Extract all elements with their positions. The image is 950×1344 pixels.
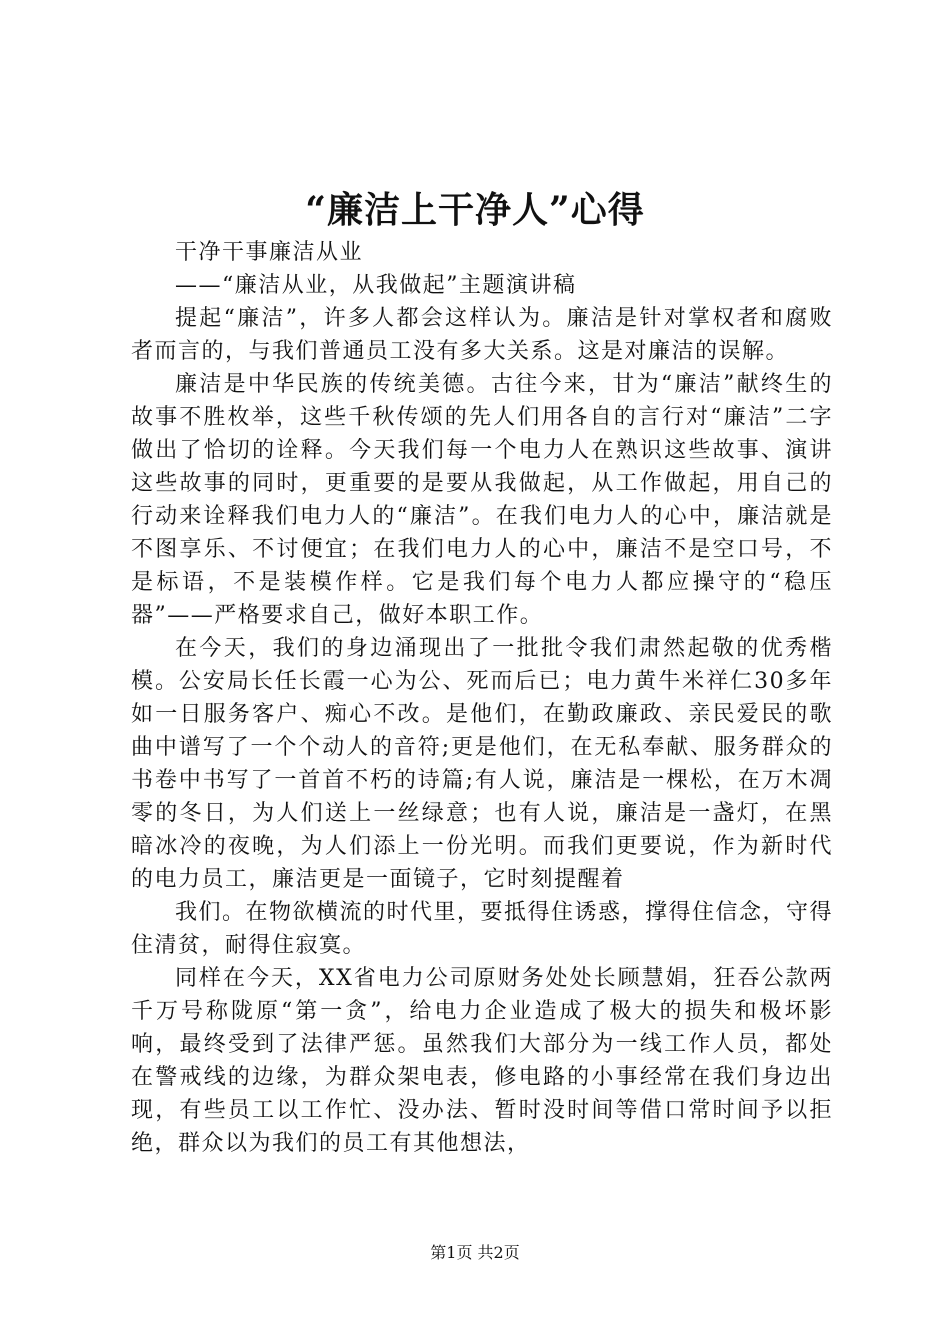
document-body <box>131 236 833 1160</box>
paragraph: 同样在今天，XX省电力公司原财务处处长顾慧娟，狂吞公款两千万号称陇原“第一贪”，给电力企业造成了极大的损失和极坏影响，最终受到了法律严惩。虽然我们大部分为一线工作人员，都处在警戒线的边缘，为群众架电表，修电路的小事经常在我们身边出现，有些员工以工作忙、没办法、暂时没时间等借口常时间予以拒绝，群众以为我们的员工有其他想法， <box>131 966 833 1156</box>
subtitle: 干净干事廉洁从业 <box>175 240 364 265</box>
document-title: “廉洁上干净人”心得 <box>305 189 645 231</box>
paragraph: 提起“廉洁”，许多人都会这样认为。廉洁是针对掌权者和腐败者而言的，与我们普通员工没有多大关系。这是对廉洁的误解。 <box>131 306 833 364</box>
paragraph: 在今天，我们的身边涌现出了一批批令我们肃然起敬的优秀楷模。公安局长任长霞一心为公、死而后已；电力黄牛米祥仁30多年如一日服务客户、痴心不改。是他们，在勤政廉政、亲民爱民的歌曲中谱写了一个个动人的音符;更是他们，在无私奉献、服务群众的书卷中书写了一首首不朽的诗篇;有人说，廉洁是一棵松，在万木凋零的冬日，为人们送上一丝绿意；也有人说，廉洁是一盏灯，在黑暗冰冷的夜晚，为人们添上一份光明。而我们更要说，作为新时代的电力员工，廉洁更是一面镜子，它时刻提醒着 <box>131 636 833 892</box>
paragraph: 廉洁是中华民族的传统美德。古往今来，甘为“廉洁”献终生的故事不胜枚举，这些千秋传颂的先人们用各自的言行对“廉洁”二字做出了恰切的诠释。今天我们每一个电力人在熟识这些故事、演讲这些故事的同时，更重要的是要从我做起，从工作做起，用自己的行动来诠释我们电力人的“廉洁”。在我们电力人的心中，廉洁就是不图享乐、不讨便宜；在我们电力人的心中，廉洁不是空口号，不是标语，不是装模作样。它是我们每个电力人都应操守的“稳压器”——严格要求自己，做好本职工作。 <box>131 372 833 628</box>
paragraph: 我们。在物欲横流的时代里，要抵得住诱惑，撑得住信念，守得住清贫，耐得住寂寞。 <box>131 900 834 958</box>
subtitle-tagline: ——“廉洁从业，从我做起”主题演讲稿 <box>175 273 577 298</box>
page-number: 第1页 共2页 <box>430 1243 520 1262</box>
